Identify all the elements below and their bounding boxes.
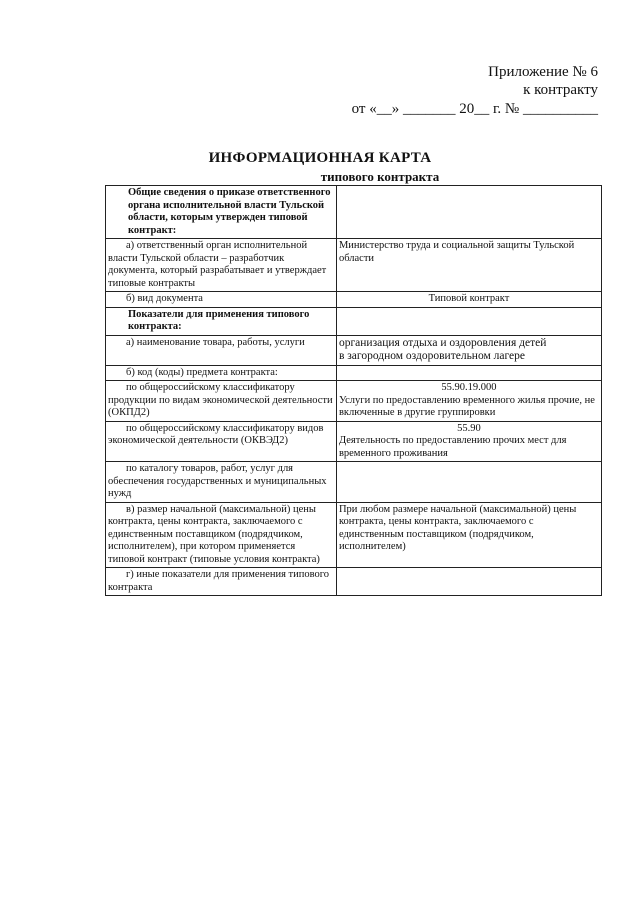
responsible-body-value: Министерство труда и социальной защиты Тульской области <box>336 239 601 292</box>
info-card-table <box>105 185 602 596</box>
table-row <box>106 307 602 335</box>
table-row <box>106 239 602 292</box>
table-row <box>106 186 602 239</box>
okpd-code: 55.90.19.000 <box>441 382 497 393</box>
goods-name-line-2: в загородном оздоровительном лагере <box>338 350 526 362</box>
annex-to-contract: к контракту <box>523 82 598 98</box>
indicators-value <box>336 307 601 335</box>
table-row <box>106 292 602 308</box>
catalog-label: по каталогу товаров, работ, услуг для обеспечения государственных и муниципальных нужд <box>108 463 327 499</box>
table-row <box>106 365 602 381</box>
okved-label: по общероссийскому классификатору видов экономической деятельности (ОКВЭД2) <box>108 422 324 446</box>
goods-name-value <box>336 335 601 365</box>
general-info-header: Общие сведения о приказе ответственного органа исполнительной власти Тульской области, которым утвержден типовой контракт: <box>106 186 337 239</box>
general-info-value <box>336 186 601 239</box>
table-row <box>106 421 602 462</box>
annex-number: Приложение № 6 <box>488 64 598 80</box>
okpd-label: по общероссийскому классификатору продукции по видам экономической деятельности (ОКПД2) <box>108 382 333 418</box>
responsible-body-label: а) ответственный орган исполнительной власти Тульской области – разработчик документа, который разрабатывает и утверждает типовые контракты <box>108 240 327 289</box>
other-indicators-value <box>336 568 601 596</box>
okved-description: Деятельность по предоставлению прочих мест для временного проживания <box>338 435 567 459</box>
other-indicators-label: г) иные показатели для применения типового контракта <box>108 569 330 593</box>
price-value: При любом размере начальной (максимальной) цены контракта, цены контракта, заключаемого с единственным поставщиком (подрядчиком, исполнителем) <box>336 502 601 568</box>
table-row <box>106 462 602 503</box>
indicators-header: Показатели для применения типового контракта: <box>106 307 337 335</box>
table-row <box>106 335 602 365</box>
contract-date-line: от «__» _______ 20__ г. № __________ <box>351 101 598 117</box>
goods-name-label: а) наименование товара, работы, услуги <box>126 336 305 348</box>
table-row <box>106 502 602 568</box>
catalog-value <box>336 462 601 503</box>
table-row <box>106 381 602 422</box>
subject-codes-value <box>336 365 601 381</box>
okved-code: 55.90 <box>457 422 481 434</box>
price-label: в) размер начальной (максимальной) цены контракта, цены контракта, заключаемого с единственным поставщиком (подрядчиком, исполнителем), при котором применяется типовой контракт (типовые условия контракта) <box>108 503 320 565</box>
document-subtitle: типового контракта <box>320 169 440 184</box>
document-type-label: б) вид документа <box>126 293 203 304</box>
subject-codes-label: б) код (коды) предмета контракта: <box>126 366 278 378</box>
table-row <box>106 568 602 596</box>
goods-name-line-1: организация отдыха и оздоровления детей <box>338 336 547 349</box>
document-type-value: Типовой контракт <box>336 292 601 308</box>
document-title: ИНФОРМАЦИОННАЯ КАРТА <box>208 150 432 166</box>
okpd-description: Услуги по предоставлению временного жилья прочие, не включенные в другие группировки <box>338 394 595 418</box>
